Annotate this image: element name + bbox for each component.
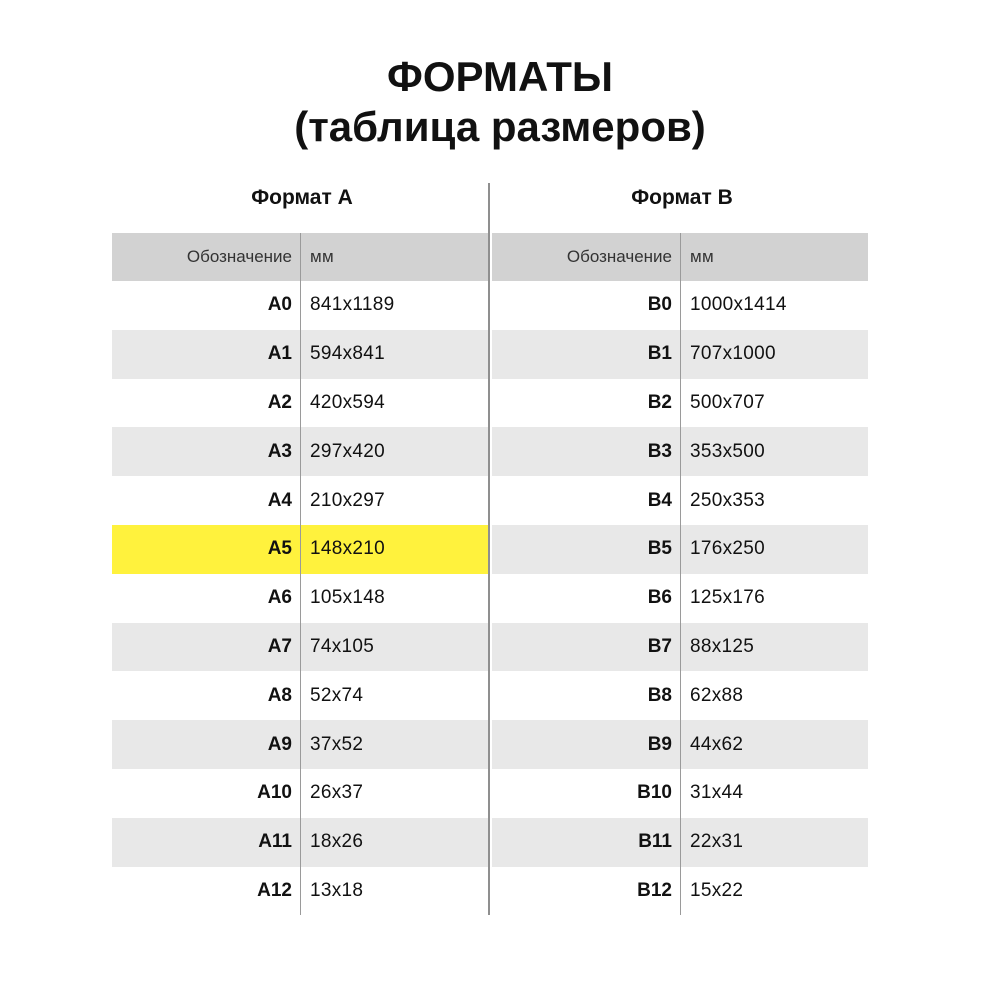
- table-row: [112, 379, 488, 428]
- table-row: [112, 281, 488, 330]
- center-divider: [488, 183, 490, 915]
- format-size-mm: 707x1000: [690, 343, 776, 365]
- format-size-mm: 176x250: [690, 538, 766, 560]
- table-row: [492, 476, 868, 525]
- format-code: A12: [257, 879, 292, 901]
- table-row: [492, 427, 868, 476]
- format-code: A1: [267, 343, 292, 365]
- column-separator: [680, 671, 681, 720]
- title-line-2: (таблица размеров): [294, 103, 706, 150]
- column-separator: [300, 623, 301, 672]
- column-separator: [300, 867, 301, 916]
- column-separator: [300, 379, 301, 428]
- column-separator: [680, 720, 681, 769]
- format-size-mm: 125x176: [690, 587, 766, 609]
- format-code: B6: [647, 587, 672, 609]
- format-size-mm: 74x105: [310, 635, 375, 657]
- format-size-mm: 15x22: [690, 879, 744, 901]
- column-separator: [680, 623, 681, 672]
- table-row: [112, 769, 488, 818]
- format-size-mm: 44x62: [690, 733, 744, 755]
- column-separator: [300, 574, 301, 623]
- table-row: [492, 574, 868, 623]
- format-code: B10: [637, 782, 672, 804]
- title-line-1: ФОРМАТЫ: [387, 53, 613, 100]
- format-b-table: [492, 233, 868, 915]
- format-a-table: [112, 233, 488, 915]
- format-size-mm: 420x594: [310, 391, 386, 413]
- column-separator: [300, 330, 301, 379]
- format-code: B2: [647, 391, 672, 413]
- column-separator: [300, 476, 301, 525]
- format-code: A9: [267, 733, 292, 755]
- format-size-mm: 62x88: [690, 684, 744, 706]
- column-separator: [300, 720, 301, 769]
- table-row: [492, 525, 868, 574]
- table-row: [492, 281, 868, 330]
- format-size-mm: 31x44: [690, 782, 744, 804]
- table-row: [492, 867, 868, 916]
- column-header-mm: мм: [310, 247, 334, 266]
- column-separator: [300, 525, 301, 574]
- format-size-mm: 22x31: [690, 831, 744, 853]
- format-size-mm: 148x210: [310, 538, 386, 560]
- format-size-mm: 250x353: [690, 489, 766, 511]
- column-separator: [680, 476, 681, 525]
- format-code: B8: [647, 684, 672, 706]
- table-row: [112, 525, 488, 574]
- format-size-mm: 297x420: [310, 440, 386, 462]
- column-separator: [300, 671, 301, 720]
- format-code: A6: [267, 587, 292, 609]
- table-row: [112, 720, 488, 769]
- table-row: [112, 330, 488, 379]
- format-size-mm: 13x18: [310, 879, 364, 901]
- table-row: [112, 623, 488, 672]
- column-separator: [680, 769, 681, 818]
- format-a-heading: Формат А: [251, 186, 353, 209]
- format-a-header-row: [112, 233, 488, 281]
- column-separator: [680, 818, 681, 867]
- format-code: A0: [267, 294, 292, 316]
- format-code: B9: [647, 733, 672, 755]
- format-code: B5: [647, 538, 672, 560]
- format-code: A8: [267, 684, 292, 706]
- format-size-mm: 52x74: [310, 684, 364, 706]
- page-title: [0, 52, 1000, 152]
- format-code: B11: [638, 831, 672, 853]
- table-row: [492, 671, 868, 720]
- column-separator: [300, 281, 301, 330]
- format-code: B12: [637, 879, 672, 901]
- table-row: [492, 720, 868, 769]
- format-code: B7: [647, 635, 672, 657]
- column-separator: [300, 427, 301, 476]
- format-size-mm: 210x297: [310, 489, 386, 511]
- format-code: B4: [647, 489, 672, 511]
- column-separator: [680, 281, 681, 330]
- format-code: A11: [258, 831, 292, 853]
- column-separator: [680, 233, 681, 281]
- format-code: A4: [267, 489, 292, 511]
- format-code: A2: [267, 391, 292, 413]
- format-size-mm: 1000x1414: [690, 294, 787, 316]
- column-separator: [680, 867, 681, 916]
- format-size-mm: 353x500: [690, 440, 766, 462]
- column-header-code: Обозначение: [566, 247, 672, 266]
- format-b-heading: Формат В: [631, 186, 733, 209]
- format-code: A3: [267, 440, 292, 462]
- column-separator: [680, 330, 681, 379]
- format-code: A5: [267, 538, 292, 560]
- column-separator: [680, 427, 681, 476]
- column-separator: [680, 525, 681, 574]
- format-code: A10: [257, 782, 292, 804]
- format-size-mm: 841x1189: [310, 294, 395, 316]
- format-code: B0: [647, 294, 672, 316]
- format-size-mm: 18x26: [310, 831, 364, 853]
- table-row: [112, 818, 488, 867]
- column-separator: [680, 379, 681, 428]
- table-row: [492, 623, 868, 672]
- table-row: [112, 427, 488, 476]
- format-b-header-row: [492, 233, 868, 281]
- column-header-mm: мм: [690, 247, 714, 266]
- column-separator: [300, 818, 301, 867]
- format-code: A7: [267, 635, 292, 657]
- column-separator: [300, 233, 301, 281]
- column-separator: [300, 769, 301, 818]
- format-size-mm: 26x37: [310, 782, 364, 804]
- column-separator: [680, 574, 681, 623]
- table-row: [492, 769, 868, 818]
- format-size-mm: 37x52: [310, 733, 364, 755]
- format-size-mm: 500x707: [690, 391, 766, 413]
- table-row: [492, 330, 868, 379]
- format-size-mm: 105x148: [310, 587, 386, 609]
- format-size-mm: 88x125: [690, 635, 755, 657]
- table-row: [112, 574, 488, 623]
- format-code: B3: [647, 440, 672, 462]
- table-row: [112, 476, 488, 525]
- column-header-code: Обозначение: [186, 247, 292, 266]
- table-row: [492, 379, 868, 428]
- format-code: B1: [647, 343, 672, 365]
- table-row: [492, 818, 868, 867]
- table-row: [112, 671, 488, 720]
- table-row: [112, 867, 488, 916]
- format-size-mm: 594x841: [310, 343, 386, 365]
